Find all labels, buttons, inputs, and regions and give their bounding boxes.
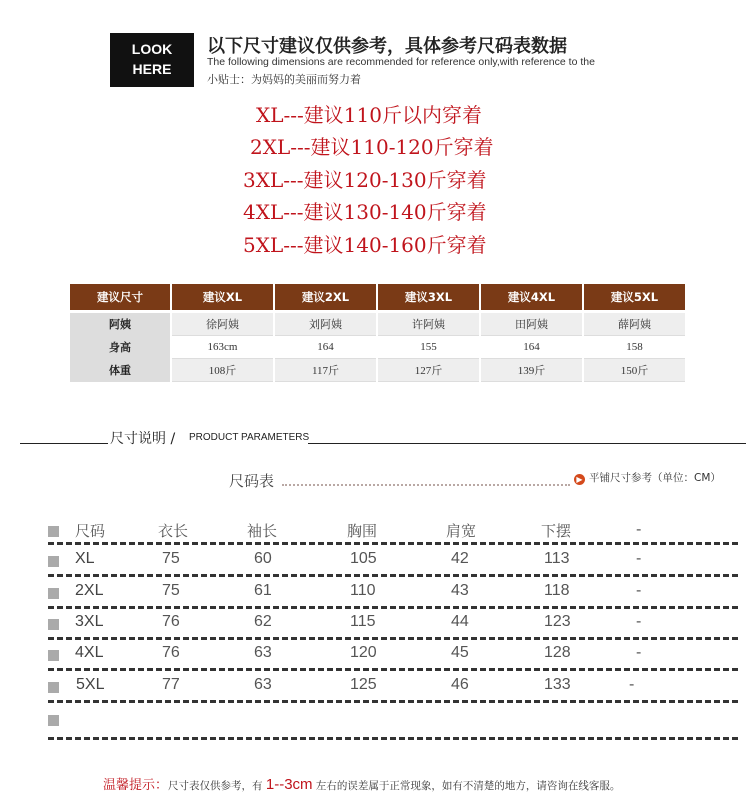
extra-value: - bbox=[636, 582, 642, 599]
size-label: 3XL bbox=[75, 613, 104, 630]
footer-text-after: 左右的误差属于正常现象，如有不清楚的地方，请咨询在线客服。 bbox=[312, 780, 621, 792]
advice-xl: XL---建议110斤以内穿着 bbox=[256, 103, 482, 127]
row-label: 体重 bbox=[70, 359, 170, 382]
advice-2xl: 2XL---建议110-120斤穿着 bbox=[250, 135, 494, 159]
table-cell: 158 bbox=[584, 336, 685, 359]
table-cell: 155 bbox=[378, 336, 479, 359]
table-cell: 117斤 bbox=[275, 359, 376, 382]
col-header-bust: 胸围 bbox=[347, 522, 378, 540]
square-bullet-icon bbox=[48, 588, 59, 599]
look-here-badge bbox=[110, 33, 194, 87]
page-subtitle: The following dimensions are recommended for reference only,with reference to the bbox=[207, 56, 595, 68]
table-cell: 139斤 bbox=[481, 359, 582, 382]
size-row-2xl bbox=[48, 579, 748, 609]
header-cell: 建议2XL bbox=[275, 284, 376, 313]
table-cell: 许阿姨 bbox=[378, 313, 479, 336]
warm-tip-label: 温馨提示： bbox=[103, 778, 169, 793]
shoulder-value: 46 bbox=[451, 676, 469, 693]
header-cell: 建议XL bbox=[172, 284, 273, 313]
extra-value: - bbox=[636, 644, 642, 661]
advice-3xl: 3XL---建议120-130斤穿着 bbox=[243, 168, 487, 192]
col-header-size: 尺码 bbox=[75, 522, 106, 540]
sleeve-value: 62 bbox=[254, 613, 272, 630]
footer-range: 1--3cm bbox=[265, 776, 313, 793]
shoulder-value: 45 bbox=[451, 644, 469, 661]
sleeve-value: 60 bbox=[254, 550, 272, 567]
hem-value: 128 bbox=[544, 644, 571, 661]
sleeve-value: 63 bbox=[254, 676, 272, 693]
size-row-4xl bbox=[48, 641, 748, 671]
row-label: 阿姨 bbox=[70, 313, 170, 336]
section-divider-right bbox=[308, 443, 746, 444]
flat-size-note bbox=[574, 470, 721, 485]
square-bullet-icon bbox=[48, 715, 59, 726]
shoulder-value: 42 bbox=[451, 550, 469, 567]
bust-value: 105 bbox=[350, 550, 377, 567]
size-row-5xl bbox=[48, 673, 748, 703]
extra-value: - bbox=[636, 613, 642, 630]
hem-value: 133 bbox=[544, 676, 571, 693]
length-value: 75 bbox=[162, 550, 180, 567]
row-divider bbox=[48, 737, 738, 740]
square-bullet-icon bbox=[48, 682, 59, 693]
size-row-3xl bbox=[48, 610, 748, 640]
table-cell: 164 bbox=[481, 336, 582, 359]
hem-value: 123 bbox=[544, 613, 571, 630]
length-value: 76 bbox=[162, 644, 180, 661]
tip-text: 小贴士：为妈妈的美丽而努力着 bbox=[207, 73, 361, 86]
col-header-sleeve: 袖长 bbox=[247, 522, 278, 540]
dotted-divider bbox=[282, 484, 570, 486]
col-header-shoulder: 肩宽 bbox=[446, 522, 477, 540]
page-title: 以下尺寸建议仅供参考，具体参考尺码表数据 bbox=[207, 36, 567, 57]
table-cell: 薛阿姨 bbox=[584, 313, 685, 336]
section-divider-left bbox=[20, 443, 108, 444]
row-divider bbox=[48, 574, 738, 577]
length-value: 76 bbox=[162, 613, 180, 630]
extra-value: - bbox=[629, 676, 635, 693]
footer-text-before: 尺寸表仅供参考，有 bbox=[168, 780, 266, 792]
sleeve-value: 63 bbox=[254, 644, 272, 661]
advice-5xl: 5XL---建议140-160斤穿着 bbox=[243, 233, 487, 257]
square-bullet-icon bbox=[48, 526, 59, 537]
size-row-empty bbox=[48, 706, 748, 736]
table-cell: 徐阿姨 bbox=[172, 313, 273, 336]
arrow-right-icon: ▶ bbox=[574, 474, 585, 485]
model-table-header bbox=[70, 284, 685, 313]
extra-value: - bbox=[636, 550, 642, 567]
bust-value: 110 bbox=[350, 582, 376, 599]
square-bullet-icon bbox=[48, 650, 59, 661]
sleeve-value: 61 bbox=[254, 582, 272, 599]
size-label: 5XL bbox=[76, 676, 105, 693]
length-value: 77 bbox=[162, 676, 180, 693]
row-divider bbox=[48, 637, 738, 640]
footer-note bbox=[103, 774, 620, 793]
table-cell: 108斤 bbox=[172, 359, 273, 382]
flat-size-label: 平铺尺寸参考（单位：CM） bbox=[589, 472, 721, 484]
size-label: 2XL bbox=[75, 582, 104, 599]
table-cell: 150斤 bbox=[584, 359, 685, 382]
size-chart-title: 尺码表 bbox=[229, 472, 275, 490]
advice-4xl: 4XL---建议130-140斤穿着 bbox=[243, 200, 487, 224]
bust-value: 115 bbox=[350, 613, 376, 630]
length-value: 75 bbox=[162, 582, 180, 599]
size-row-xl bbox=[48, 547, 748, 577]
section-title-en: PRODUCT PARAMETERS bbox=[189, 432, 310, 443]
section-title: 尺寸说明 / bbox=[110, 431, 176, 447]
header-cell: 建议3XL bbox=[378, 284, 479, 313]
row-label: 身高 bbox=[70, 336, 170, 359]
col-header-length: 衣长 bbox=[158, 522, 189, 540]
table-cell: 田阿姨 bbox=[481, 313, 582, 336]
table-row bbox=[70, 359, 685, 382]
table-cell: 164 bbox=[275, 336, 376, 359]
size-label: 4XL bbox=[75, 644, 104, 661]
header-cell: 建议5XL bbox=[584, 284, 685, 313]
table-cell: 127斤 bbox=[378, 359, 479, 382]
square-bullet-icon bbox=[48, 556, 59, 567]
bust-value: 120 bbox=[350, 644, 377, 661]
hem-value: 113 bbox=[544, 550, 570, 567]
table-cell: 163cm bbox=[172, 336, 273, 359]
row-divider bbox=[48, 700, 738, 703]
look-label: LOOK bbox=[131, 41, 173, 57]
col-header-extra: - bbox=[636, 520, 642, 538]
size-label: XL bbox=[75, 550, 95, 567]
model-size-table bbox=[68, 284, 687, 382]
table-cell: 刘阿姨 bbox=[275, 313, 376, 336]
hem-value: 118 bbox=[544, 582, 570, 599]
header-cell: 建议尺寸 bbox=[70, 284, 170, 313]
header-cell: 建议4XL bbox=[481, 284, 582, 313]
row-divider bbox=[48, 668, 738, 671]
shoulder-value: 43 bbox=[451, 582, 469, 599]
bust-value: 125 bbox=[350, 676, 377, 693]
shoulder-value: 44 bbox=[451, 613, 469, 630]
col-header-hem: 下摆 bbox=[541, 522, 572, 540]
here-label: HERE bbox=[132, 61, 172, 77]
table-row bbox=[70, 313, 685, 336]
square-bullet-icon bbox=[48, 619, 59, 630]
row-divider bbox=[48, 606, 738, 609]
row-divider bbox=[48, 542, 738, 545]
table-row bbox=[70, 336, 685, 359]
